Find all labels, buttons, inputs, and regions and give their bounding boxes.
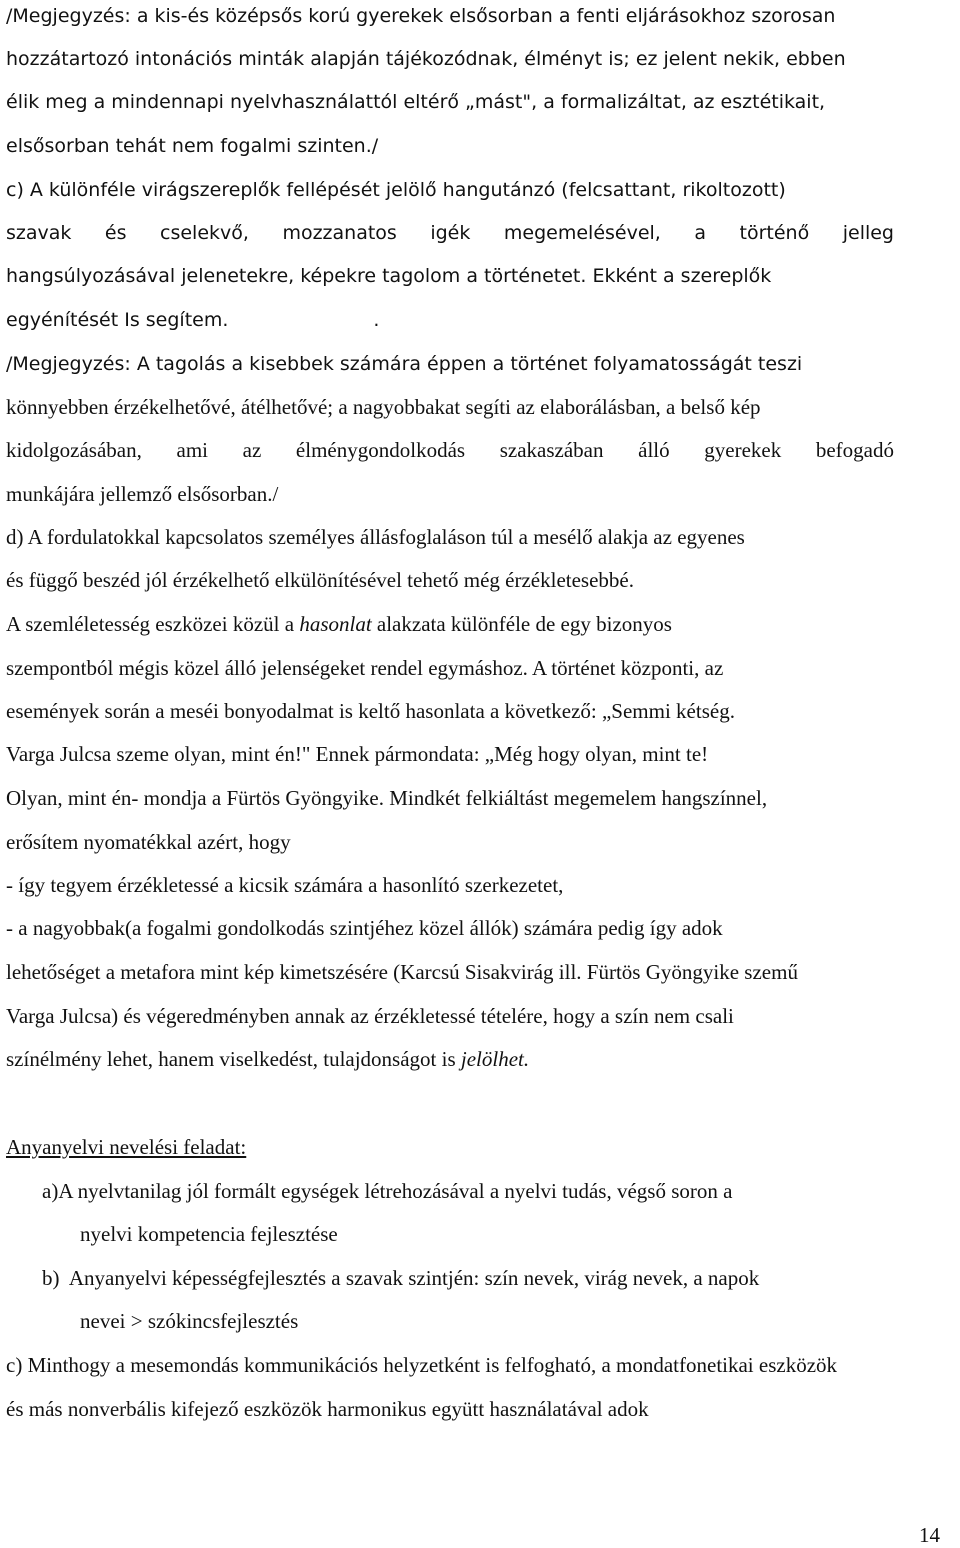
text-run: A szemléletesség eszközei közül a xyxy=(6,612,300,636)
italic-term: hasonlat xyxy=(299,612,372,636)
text-line: /Megjegyzés: a kis-és középsős korú gyerekek elsősorban a fenti eljárásokhoz szorosan xyxy=(6,5,836,27)
text-run: alakzata különféle de egy bizonyos xyxy=(371,612,672,636)
text-line: Varga Julcsa) és végeredményben annak az érzékletessé tételére, hogy a szín nem csali xyxy=(6,1004,734,1028)
text-line: - a nagyobbak(a fogalmi gondolkodás szintjéhez közel állók) számára pedig így adok xyxy=(6,916,723,940)
text-line: szavak és cselekvő, mozzanatos igék megemelésével, a történő jelleg xyxy=(6,222,894,244)
text-line: munkájára jellemző elsősorban./ xyxy=(6,482,279,506)
text-line: c) Minthogy a mesemondás kommunikációs helyzetként is felfogható, a mondatfonetikai eszközök xyxy=(6,1353,838,1377)
page-number: 14 xyxy=(919,1523,940,1547)
text-line: könnyebben érzékelhetővé, átélhetővé; a nagyobbakat segíti az elaborálásban, a belső kép xyxy=(6,395,761,419)
text-line xyxy=(6,611,672,637)
text-line: egyénítését Is segítem. . xyxy=(6,309,380,331)
italic-term: jelölhet. xyxy=(460,1047,530,1071)
text-line: d) A fordulatokkal kapcsolatos személyes állásfoglaláson túl a mesélő alakja az egyenes xyxy=(6,525,745,549)
text-run: színélmény lehet, hanem viselkedést, tulajdonságot is xyxy=(6,1047,461,1071)
text-line: Olyan, mint én- mondja a Fürtös Gyöngyike. Mindkét felkiáltást megemelem hangszínnel, xyxy=(6,786,768,810)
text-line: - így tegyem érzékletessé a kicsik számára a hasonlító szerkezetet, xyxy=(6,873,564,897)
text-line: és függő beszéd jól érzékelhető elkülönítésével tehető még érzékletesebbé. xyxy=(6,568,634,592)
text-line: Varga Julcsa szeme olyan, mint én!" Ennek pármondata: „Még hogy olyan, mint te! xyxy=(6,742,709,766)
text-line: lehetőséget a metafora mint kép kimetszésére (Karcsú Sisakvirág ill. Fürtös Gyöngyike szemű xyxy=(6,960,798,984)
list-item: a)A nyelvtanilag jól formált egységek létrehozásával a nyelvi tudás, végső soron a xyxy=(42,1179,733,1203)
text-line: és más nonverbális kifejező eszközök harmonikus együtt használatával adok xyxy=(6,1397,649,1421)
list-item-continuation: nevei > szókincsfejlesztés xyxy=(80,1309,299,1333)
text-line: erősítem nyomatékkal azért, hogy xyxy=(6,830,291,854)
list-item: b) Anyanyelvi képességfejlesztés a szavak szintjén: szín nevek, virág nevek, a napok xyxy=(42,1266,760,1290)
text-line: szempontból mégis közel álló jelenségeket rendel egymáshoz. A történet központi, az xyxy=(6,656,724,680)
text-line: hangsúlyozásával jelenetekre, képekre tagolom a történetet. Ekként a szereplők xyxy=(6,265,772,287)
text-line: c) A különféle virágszereplők fellépését jelölő hangutánzó (felcsattant, rikoltozott) xyxy=(6,179,786,201)
text-line: hozzátartozó intonációs minták alapján tájékozódnak, élményt is; ez jelent nekik, ebben xyxy=(6,48,846,70)
text-line xyxy=(6,1046,529,1072)
text-line: élik meg a mindennapi nyelvhasználattól eltérő „mást", a formalizáltat, az esztétikait, xyxy=(6,91,826,113)
text-line: események során a meséi bonyodalmat is keltő hasonlata a következő: „Semmi kétség. xyxy=(6,699,735,723)
text-line: elsősorban tehát nem fogalmi szinten./ xyxy=(6,135,379,157)
text-line: /Megjegyzés: A tagolás a kisebbek számára éppen a történet folyamatosságát teszi xyxy=(6,353,803,375)
list-item-continuation: nyelvi kompetencia fejlesztése xyxy=(80,1222,338,1246)
text-line: kidolgozásában, ami az élménygondolkodás szakaszában álló gyerekek befogadó xyxy=(6,438,894,462)
section-heading: Anyanyelvi nevelési feladat: xyxy=(6,1135,247,1159)
